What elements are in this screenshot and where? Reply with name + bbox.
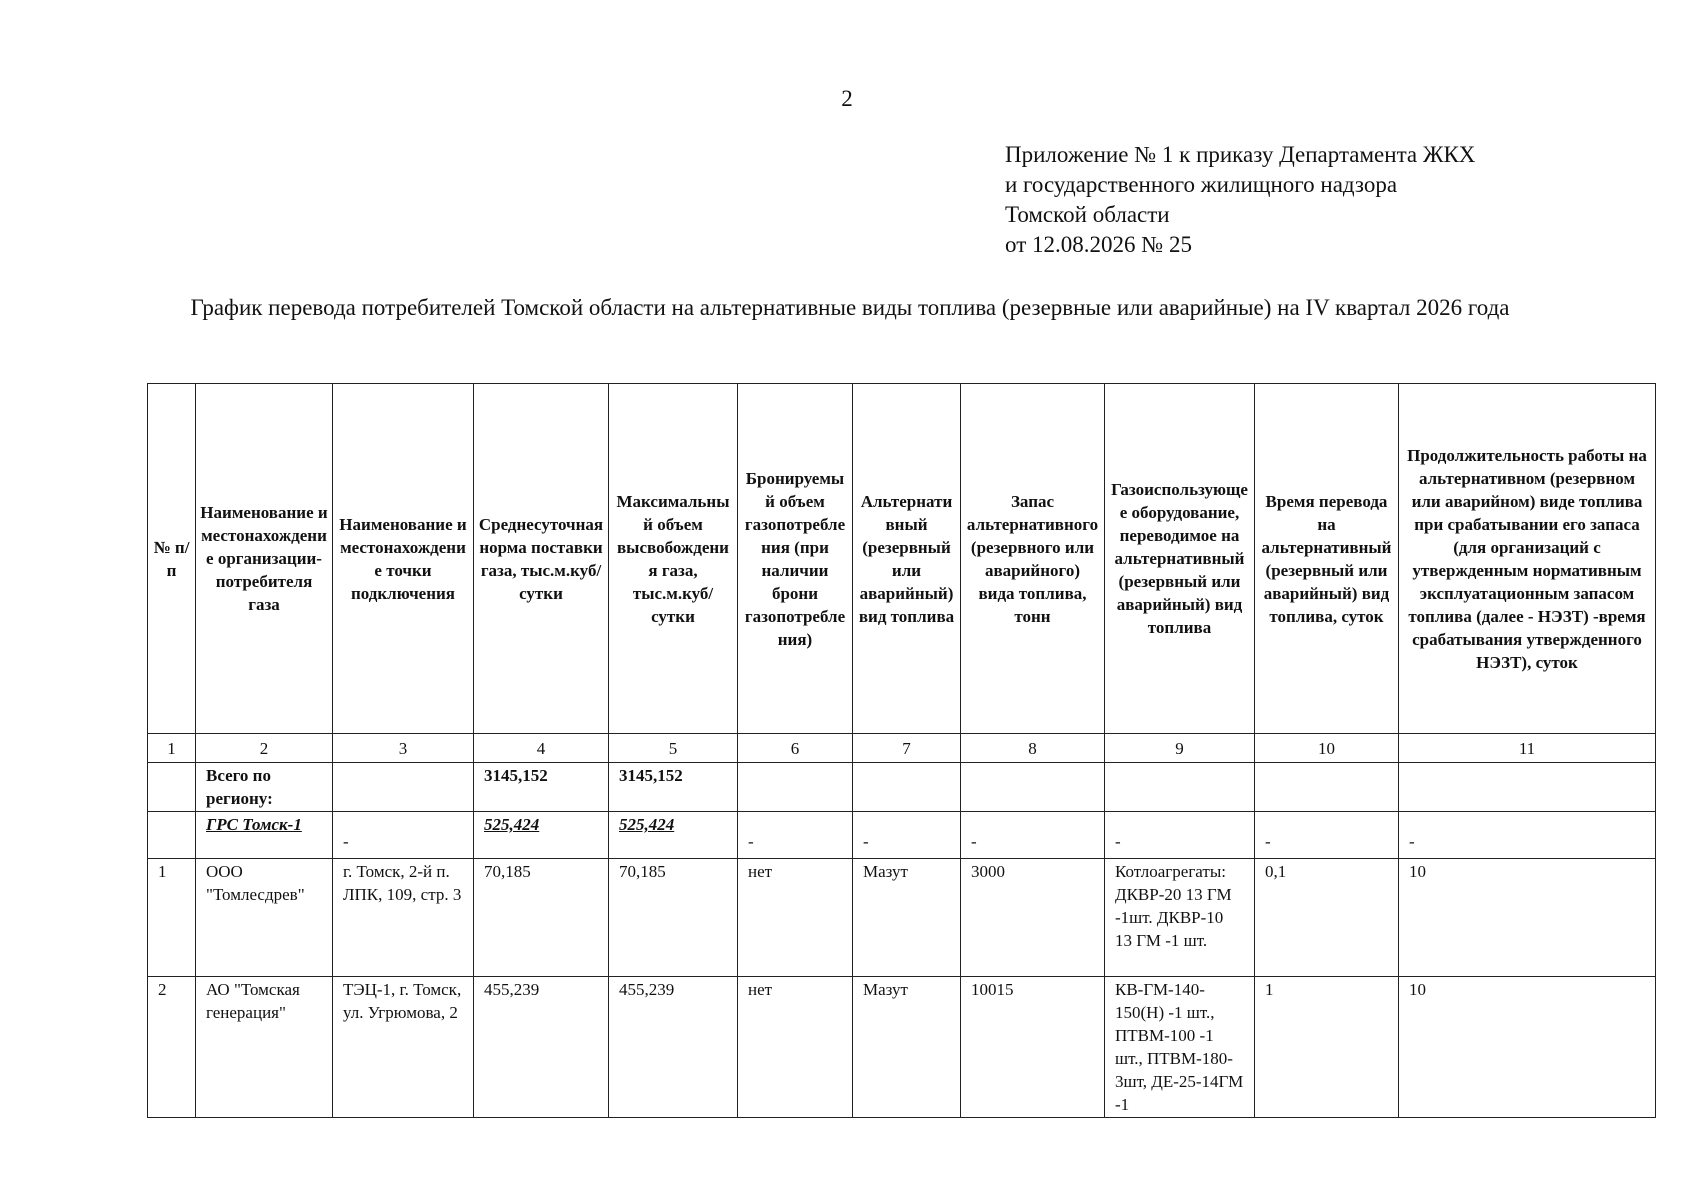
- column-number: 4: [474, 734, 609, 763]
- appendix-line: и государственного жилищного надзора: [1005, 172, 1398, 197]
- connection-point: г. Томск, 2-й п. ЛПК, 109, стр. 3: [333, 859, 474, 977]
- table-cell: [1255, 763, 1399, 812]
- alt-fuel: Мазут: [853, 859, 961, 977]
- table-cell: [738, 763, 853, 812]
- column-number: 7: [853, 734, 961, 763]
- column-numbering-row: [148, 734, 1656, 763]
- table-row: [148, 977, 1656, 1118]
- org-name: ООО "Томлесдрев": [196, 859, 333, 977]
- total-label: Всего по региону:: [196, 763, 333, 812]
- table-cell: -: [333, 812, 474, 859]
- reserved-volume: нет: [738, 859, 853, 977]
- fuel-stock: 3000: [961, 859, 1105, 977]
- table-cell: [333, 763, 474, 812]
- appendix-line: Приложение № 1 к приказу Департамента ЖКХ: [1005, 142, 1476, 167]
- switch-time: 0,1: [1255, 859, 1399, 977]
- column-number: 9: [1105, 734, 1255, 763]
- table-cell: [148, 812, 196, 859]
- table-cell: -: [1105, 812, 1255, 859]
- column-number: 2: [196, 734, 333, 763]
- equipment: КВ-ГМ-140-150(Н) -1 шт., ПТВМ-100 -1 шт., ПТВМ-180-3шт, ДЕ-25-14ГМ -1: [1105, 977, 1255, 1118]
- column-number: 10: [1255, 734, 1399, 763]
- max-volume: 455,239: [609, 977, 738, 1118]
- avg-norm: 455,239: [474, 977, 609, 1118]
- table-cell: [853, 763, 961, 812]
- table-header-row: [148, 384, 1656, 734]
- table-row: [148, 859, 1656, 977]
- column-number: 1: [148, 734, 196, 763]
- connection-point: ТЭЦ-1, г. Томск, ул. Угрюмова, 2: [333, 977, 474, 1118]
- duration: 10: [1399, 977, 1656, 1118]
- grs-name: ГРС Томск-1: [196, 812, 333, 859]
- page-number: 2: [841, 86, 853, 111]
- schedule-table: [147, 383, 1656, 1118]
- column-number: 11: [1399, 734, 1656, 763]
- total-max-volume: 3145,152: [609, 763, 738, 812]
- column-number: 5: [609, 734, 738, 763]
- grs-avg-norm: 525,424: [474, 812, 609, 859]
- max-volume: 70,185: [609, 859, 738, 977]
- table-cell: -: [1255, 812, 1399, 859]
- document-title: График перевода потребителей Томской области на альтернативные виды топлива (резервные или аварийные) на IV квартал 2026 года: [190, 295, 1510, 320]
- grs-max-volume: 525,424: [609, 812, 738, 859]
- column-header: Газоиспользующее оборудование, переводимое на альтернативный (резервный или аварийный) вид топлива: [1105, 384, 1255, 734]
- table-cell: [148, 763, 196, 812]
- fuel-stock: 10015: [961, 977, 1105, 1118]
- appendix-line: от 12.08.2026 № 25: [1005, 232, 1192, 257]
- table-cell: [1105, 763, 1255, 812]
- duration: 10: [1399, 859, 1656, 977]
- column-header: Альтернативный (резервный или аварийный) вид топлива: [853, 384, 961, 734]
- column-number: 6: [738, 734, 853, 763]
- column-header: Среднесуточная норма поставки газа, тыс.м.куб/сутки: [474, 384, 609, 734]
- column-header: Наименование и местонахождение организации-потребителя газа: [196, 384, 333, 734]
- table-cell: -: [961, 812, 1105, 859]
- column-header: Запас альтернативного (резервного или аварийного) вида топлива, тонн: [961, 384, 1105, 734]
- total-row: [148, 763, 1656, 812]
- column-header: Максимальный объем высвобождения газа, тыс.м.куб/сутки: [609, 384, 738, 734]
- appendix-line: Томской области: [1005, 202, 1170, 227]
- avg-norm: 70,185: [474, 859, 609, 977]
- total-avg-norm: 3145,152: [474, 763, 609, 812]
- grs-row: [148, 812, 1656, 859]
- column-number: 3: [333, 734, 474, 763]
- column-header: № п/п: [148, 384, 196, 734]
- org-name: АО "Томская генерация": [196, 977, 333, 1118]
- column-header: Время перевода на альтернативный (резервный или аварийный) вид топлива, суток: [1255, 384, 1399, 734]
- table-cell: [1399, 763, 1656, 812]
- switch-time: 1: [1255, 977, 1399, 1118]
- row-number: 2: [148, 977, 196, 1118]
- alt-fuel: Мазут: [853, 977, 961, 1118]
- row-number: 1: [148, 859, 196, 977]
- column-number: 8: [961, 734, 1105, 763]
- column-header: Бронируемый объем газопотребления (при наличии брони газопотребления): [738, 384, 853, 734]
- table-cell: -: [1399, 812, 1656, 859]
- column-header: Наименование и местонахождение точки подключения: [333, 384, 474, 734]
- column-header: Продолжительность работы на альтернативном (резервном или аварийном) виде топлива при срабатывании его запаса (для организаций с утвержденным нормативным эксплуатационным запасом топлива (далее - НЭЗТ) -время срабатывания утвержденного НЭЗТ), суток: [1399, 384, 1656, 734]
- reserved-volume: нет: [738, 977, 853, 1118]
- equipment: Котлоагрегаты: ДКВР-20 13 ГМ -1шт. ДКВР-10 13 ГМ -1 шт.: [1105, 859, 1255, 977]
- appendix-block: [1005, 140, 1475, 260]
- table-cell: [961, 763, 1105, 812]
- table-cell: -: [738, 812, 853, 859]
- table-cell: -: [853, 812, 961, 859]
